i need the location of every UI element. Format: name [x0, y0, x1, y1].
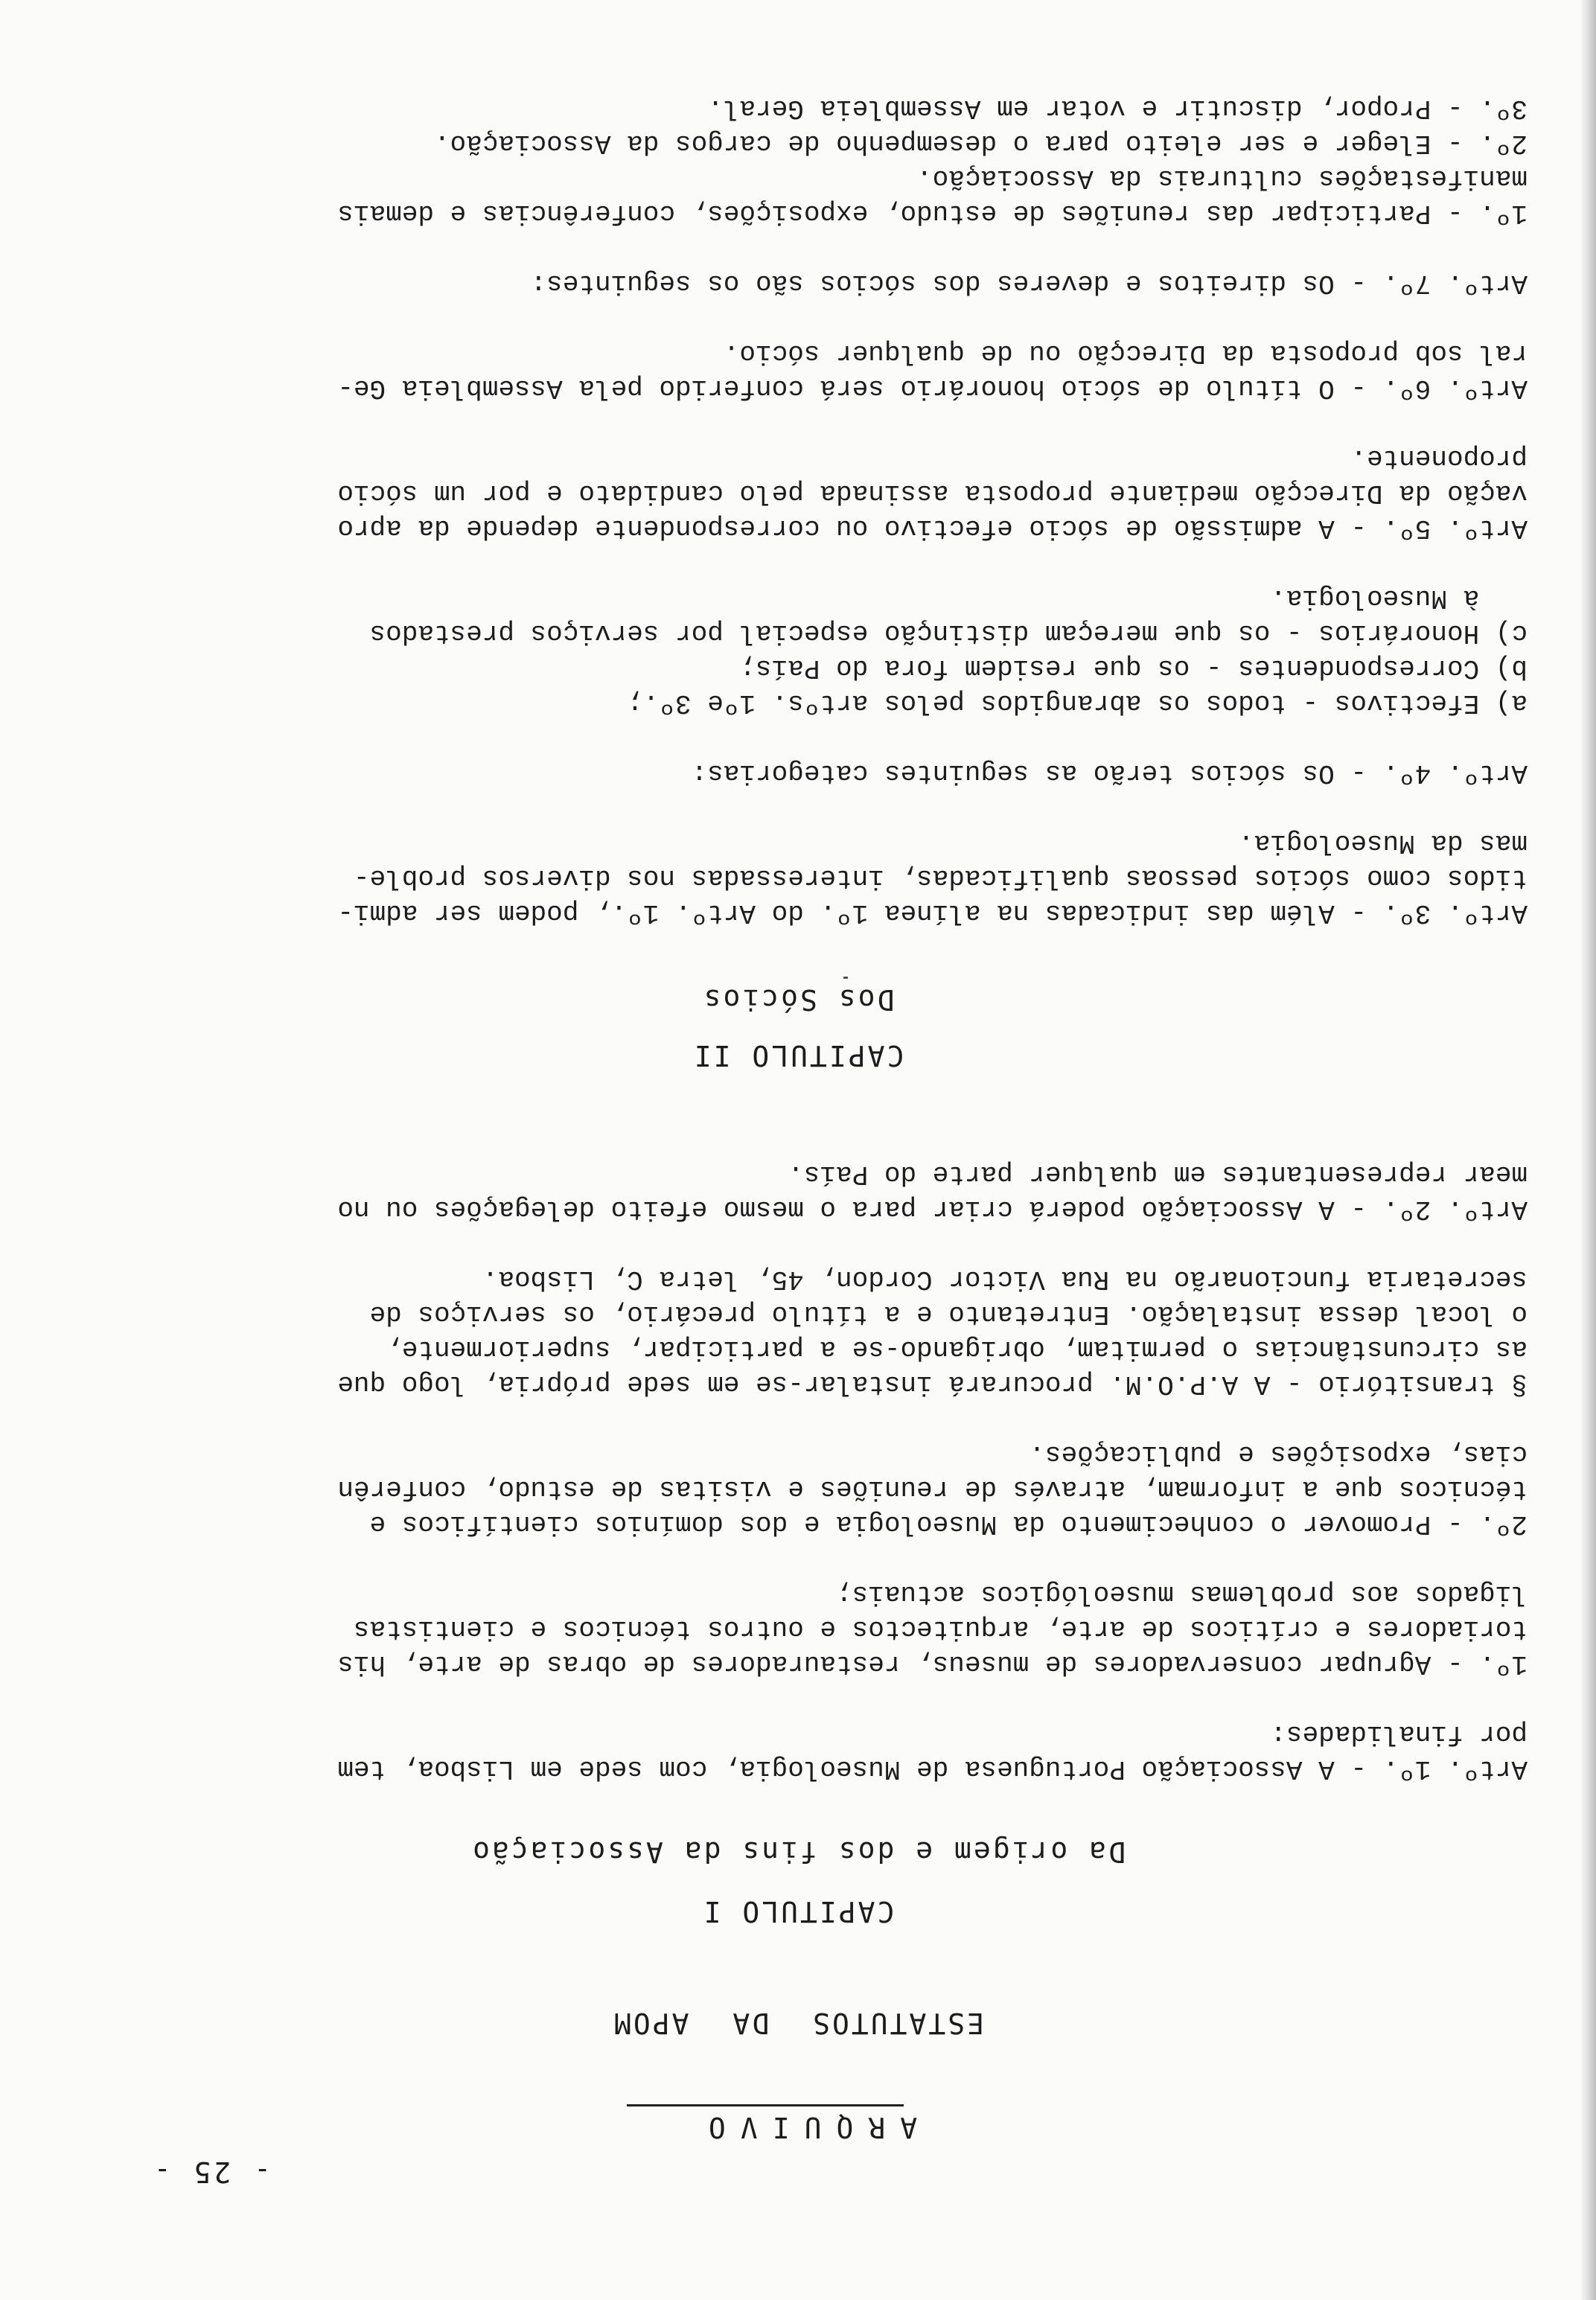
chapter-1-subtitle: Da origem e dos fins da Associação — [470, 1836, 1126, 1868]
scan-speck — [843, 977, 848, 979]
archive-heading: ARQUIVO — [693, 2111, 918, 2144]
chapter-1-title: CAPITULO I — [701, 1895, 895, 1928]
chapter-2-title: CAPITULO II — [692, 1039, 904, 1072]
chapter-2-body: Artº. 3º. - Além das indicadas na alínea 1º. do Artº. 1º., podem ser admi- tidos como sócios pessoas qualificadas, interessadas nos diversos proble- mas da Museologia. Artº. 4º. - Os sócios terão as seguintes categorias: a) Efectivos - todos os abrangidos pelos artºs. 1ºe 3º.; b) Correspondentes - os que residem fora do País; c) Honorários - os que mereçam distinção especial por serviços prestados à Museologia. Artº. 5º. - A admissão de sócio efectivo ou correspondente depende da apro vação da Direcção mediante proposta assinada pelo candidato e por um sócio proponente. Artº. 6º. - O título de sócio honorário será conferido pela Assembleia Ge- ral sob proposta da Direcção ou de qualquer sócio. Artº. 7º. - Os direitos e deveres dos sócios são os seguintes: 1º. - Participar das reuniões de estudo, exposições, conferências e demais manifestações culturais da Associação. 2º. - Eleger e ser eleito para o desempenho de cargos da Associação. 3º. - Propor, discutir e votar em Assembleia Geral. — [337, 93, 1528, 928]
scan-edge-shadow — [1580, 0, 1596, 2300]
page-number: - 25 - — [150, 2156, 271, 2188]
archive-heading-underline — [627, 2104, 904, 2106]
chapter-1-body: Artº. 1º. - A Associação Portuguesa de Museologia, com sede em Lisboa, tem por finalidades: 1º. - Agrupar conservadores de museus, restauradores de obras de arte, his toriadores e críticos de arte, arquitectos e outros técnicos e cientistas ligados aos problemas museológicos actuais; 2º. - Promover o conhecimento da Museologia e dos domínios científicos e técnicos que a informam, através de reuniões e visitas de estudo, conferên cias, exposições e publicações. § transitório - A A.P.O.M. procurará instalar-se em sede própria, logo que as circunstâncias o permitam, obrigando-se a participar, superiormente, o local dessa instalação. Entretanto e a título precário, os serviços de secretaria funcionarão na Rua Victor Cordon, 45, letra C, Lisboa. Artº. 2º. - A Associação poderá criar para o mesmo efeito delegações ou no mear representantes em qualquer parte do País. — [337, 1159, 1528, 1784]
chapter-2-subtitle: Dos Sócios — [701, 983, 895, 1016]
statute-title: ESTATUTOS DA APOM — [612, 2007, 984, 2039]
